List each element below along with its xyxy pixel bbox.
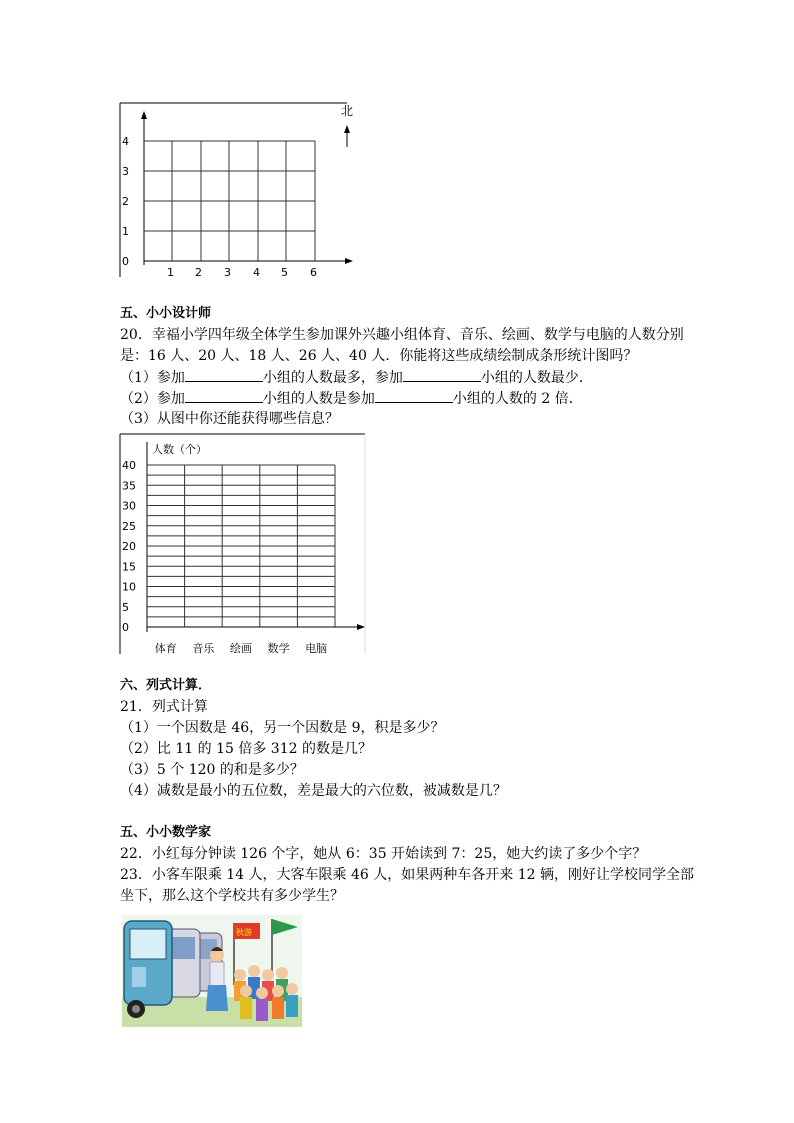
section-heading: 五、小小数学家 (120, 825, 212, 840)
question-21-part3: （3）5 个 120 的和是多少？ (120, 762, 304, 778)
question-23-line1: 23．小客车限乘 14 人，大客车限乘 46 人，如果两种车各开来 12 辆，刚好让学校同学全部 (120, 867, 694, 883)
answer-blank[interactable] (185, 388, 263, 403)
x-label: 5 (281, 266, 288, 279)
category-label: 电脑 (305, 642, 328, 655)
question-20-line2: 是：16 人、20 人、18 人、26 人、40 人．你能将这些成绩绘制成条形统计图吗？ (120, 348, 638, 364)
y-tick-label: 40 (122, 459, 136, 472)
y-tick-label: 20 (122, 540, 136, 553)
bar-chart (115, 432, 370, 657)
category-label: 绘画 (230, 642, 252, 655)
y-label: 1 (122, 225, 129, 238)
y-label: 4 (122, 135, 129, 148)
x-label: 3 (224, 266, 231, 279)
section-heading: 六、列式计算． (120, 678, 212, 693)
y-tick-label: 5 (122, 600, 129, 614)
y-label: 3 (122, 165, 129, 178)
x-label: 2 (195, 266, 202, 279)
y-label: 2 (122, 195, 129, 208)
y-axis-title: 人数（个） (152, 443, 207, 456)
question-22: 22．小红每分钟读 126 个字，她从 6：35 开始读到 7：25，她大约读了多少个字？ (120, 846, 647, 862)
y-tick-label: 0 (122, 621, 129, 634)
y-tick-label: 30 (122, 499, 136, 513)
y-tick-label: 15 (122, 560, 136, 574)
y-tick-label: 35 (122, 479, 136, 493)
y-label: 0 (122, 255, 129, 268)
question-21-part1: （1）一个因数是 46，另一个因数是 9，积是多少？ (120, 720, 445, 736)
y-tick-label: 10 (122, 580, 136, 594)
x-label: 6 (310, 266, 317, 279)
answer-blank[interactable] (403, 367, 481, 382)
flag-text: 秋游 (236, 928, 252, 937)
x-label: 1 (167, 266, 174, 279)
north-label: 北 (341, 104, 354, 118)
coordinate-grid (115, 95, 365, 285)
category-label: 音乐 (192, 642, 215, 655)
x-label: 4 (253, 266, 260, 279)
category-label: 体育 (154, 642, 177, 655)
question-20-part1: （1）参加 小组的人数最多，参加 小组的人数最少． (120, 367, 593, 388)
question-20-line1: 20．幸福小学四年级全体学生参加课外兴趣小组体育、音乐、绘画、数学与电脑的人数分别 (120, 327, 684, 343)
category-label: 数学 (267, 642, 290, 655)
question-23-line2: 坐下，那么这个学校共有多少学生？ (120, 888, 344, 904)
y-tick-label: 25 (122, 519, 136, 533)
answer-blank[interactable] (185, 367, 263, 382)
question-20-part3: （3）从图中你还能获得哪些信息？ (120, 411, 339, 427)
question-21-title: 21．列式计算 (120, 699, 208, 715)
question-21-part2: （2）比 11 的 15 倍多 312 的数是几？ (120, 741, 372, 757)
answer-blank[interactable] (375, 388, 453, 403)
question-21-part4: （4）减数是最小的五位数，差是最大的六位数，被减数是几？ (120, 783, 507, 799)
question-20-part2: （2）参加 小组的人数是参加 小组的人数的 2 倍． (120, 388, 583, 409)
field-trip-illustration (122, 915, 302, 1027)
section-heading: 五、小小设计师 (120, 306, 212, 321)
